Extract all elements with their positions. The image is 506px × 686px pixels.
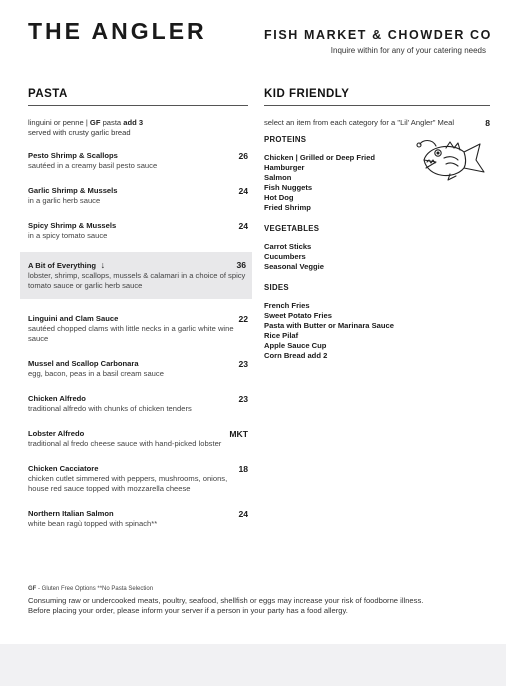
menu-item-name-text: Garlic Shrimp & Mussels — [28, 186, 118, 195]
menu-item-name-text: Mussel and Scallop Carbonara — [28, 359, 139, 368]
sides-list — [264, 301, 490, 361]
menu-item-description: traditional al fredo cheese sauce with hand-picked lobster — [28, 439, 222, 448]
menu-item-name-text: Chicken Cacciatore — [28, 464, 99, 473]
menu-item-name — [28, 509, 246, 519]
warning-line-2: Before placing your order, please inform your server if a person in your party has a food allergy. — [28, 606, 348, 615]
protein-option: Hot Dog — [264, 193, 294, 202]
menu-item-name-text: Pesto Shrimp & Scallops — [28, 151, 118, 160]
pasta-intro-mid: pasta — [100, 118, 124, 127]
menu-item-price: 24 — [238, 221, 248, 231]
menu-item-price: MKT — [229, 429, 248, 439]
menu-item-name — [28, 260, 246, 271]
menu-item — [28, 151, 248, 171]
menu-item-price: 24 — [238, 186, 248, 196]
gf-legend — [28, 586, 488, 592]
menu-item-name — [28, 359, 246, 369]
protein-option: Fish Nuggets — [264, 183, 313, 192]
side-option: Pasta with Butter or Marinara Sauce — [264, 321, 394, 330]
menu-item-price: 23 — [238, 394, 248, 404]
menu-item-name — [28, 394, 246, 404]
menu-item — [28, 221, 248, 241]
pasta-intro-bread: served with crusty garlic bread — [28, 128, 131, 137]
pasta-section — [28, 88, 248, 544]
pasta-items-list — [28, 151, 248, 529]
kids-title: KID FRIENDLY — [264, 88, 490, 106]
menu-item-description: lobster, shrimp, scallops, mussels & calamari in a choice of spicy tomato sauce or garlic herb sauce — [28, 271, 246, 290]
menu-item-name — [28, 429, 246, 439]
menu-item-name-text: Lobster Alfredo — [28, 429, 85, 438]
protein-option: Salmon — [264, 173, 292, 182]
warning-line-1: Consuming raw or undercooked meats, poultry, seafood, shellfish or eggs may increase your risk of foodborne illness. — [28, 596, 424, 605]
menu-item — [28, 314, 248, 344]
menu-item-price: 36 — [236, 260, 246, 270]
gf-label: GF — [89, 118, 101, 127]
footer — [28, 586, 488, 616]
menu-item-name — [28, 464, 246, 474]
menu-item-name — [28, 314, 246, 324]
menu-item-description: in a spicy tomato sauce — [28, 231, 108, 240]
menu-item-description: egg, bacon, peas in a basil cream sauce — [28, 369, 164, 378]
menu-item — [28, 464, 248, 494]
kids-meal-price: 8 — [485, 118, 490, 128]
menu-item-name — [28, 221, 246, 231]
pasta-title: PASTA — [28, 88, 248, 106]
catering-note: Inquire within for any of your catering needs — [330, 46, 486, 55]
menu-item — [28, 359, 248, 379]
pasta-intro-prefix: linguini or penne | — [28, 118, 90, 127]
pasta-intro — [28, 118, 248, 138]
menu-item-description: chicken cutlet simmered with peppers, mushrooms, onions, house red sauce topped with mozzarella cheese — [28, 474, 228, 493]
menu-item-name-text: A Bit of Everything — [28, 261, 97, 270]
arrow-down-icon: ↓ — [98, 260, 106, 270]
gf-legend-label: GF — [28, 586, 37, 592]
menu-item — [28, 429, 248, 449]
side-option: French Fries — [264, 301, 310, 310]
vegetables-title: VEGETABLES — [264, 224, 320, 233]
protein-option: Fried Shrimp — [264, 203, 311, 212]
menu-item-description: sautéed chopped clams with little necks in a garlic white wine sauce — [28, 324, 234, 343]
gf-legend-note: - Gluten Free Options **No Pasta Selection — [36, 586, 154, 592]
menu-item — [28, 394, 248, 414]
menu-item-description: white bean ragù topped with spinach** — [28, 519, 158, 528]
menu-item-name-text: Linguini and Clam Sauce — [28, 314, 119, 323]
vegetable-option: Seasonal Veggie — [264, 262, 324, 271]
menu-item-price: 22 — [238, 314, 248, 324]
side-option: Sweet Potato Fries — [264, 311, 332, 320]
proteins-title: PROTEINS — [264, 135, 307, 144]
vegetables-list — [264, 242, 490, 272]
kids-section — [264, 88, 490, 372]
sides-title: SIDES — [264, 283, 289, 292]
side-option: Apple Sauce Cup — [264, 341, 327, 350]
menu-item-name-text: Spicy Shrimp & Mussels — [28, 221, 117, 230]
menu-item-name-text: Chicken Alfredo — [28, 394, 86, 403]
kids-intro-text: select an item from each category for a "Lil' Angler" Meal — [264, 118, 455, 127]
menu-item-name — [28, 151, 246, 161]
angler-fish-icon — [414, 138, 488, 184]
side-option: Corn Bread add 2 — [264, 351, 328, 360]
menu-item-price: 24 — [238, 509, 248, 519]
kids-intro — [264, 118, 490, 128]
side-option: Rice Pilaf — [264, 331, 299, 340]
menu-item-description: traditional alfredo with chunks of chicken tenders — [28, 404, 192, 413]
menu-item-description: in a garlic herb sauce — [28, 196, 101, 205]
menu-item — [20, 252, 252, 299]
company-name: FISH MARKET & CHOWDER CO — [264, 28, 492, 42]
gf-add-price: add 3 — [123, 118, 144, 127]
allergy-warning — [28, 596, 488, 616]
protein-option: Chicken | Grilled or Deep Fried — [264, 153, 375, 162]
protein-option: Hamburger — [264, 163, 305, 172]
menu-item-price: 18 — [238, 464, 248, 474]
menu-item-name-text: Northern Italian Salmon — [28, 509, 114, 518]
menu-item-name — [28, 186, 246, 196]
vegetable-option: Carrot Sticks — [264, 242, 312, 251]
brand-title: THE ANGLER — [28, 18, 207, 44]
menu-item-description: sautéed in a creamy basil pesto sauce — [28, 161, 158, 170]
menu-item-price: 23 — [238, 359, 248, 369]
menu-item — [28, 509, 248, 529]
vegetable-option: Cucumbers — [264, 252, 306, 261]
menu-item-price: 26 — [238, 151, 248, 161]
menu-item — [28, 186, 248, 206]
